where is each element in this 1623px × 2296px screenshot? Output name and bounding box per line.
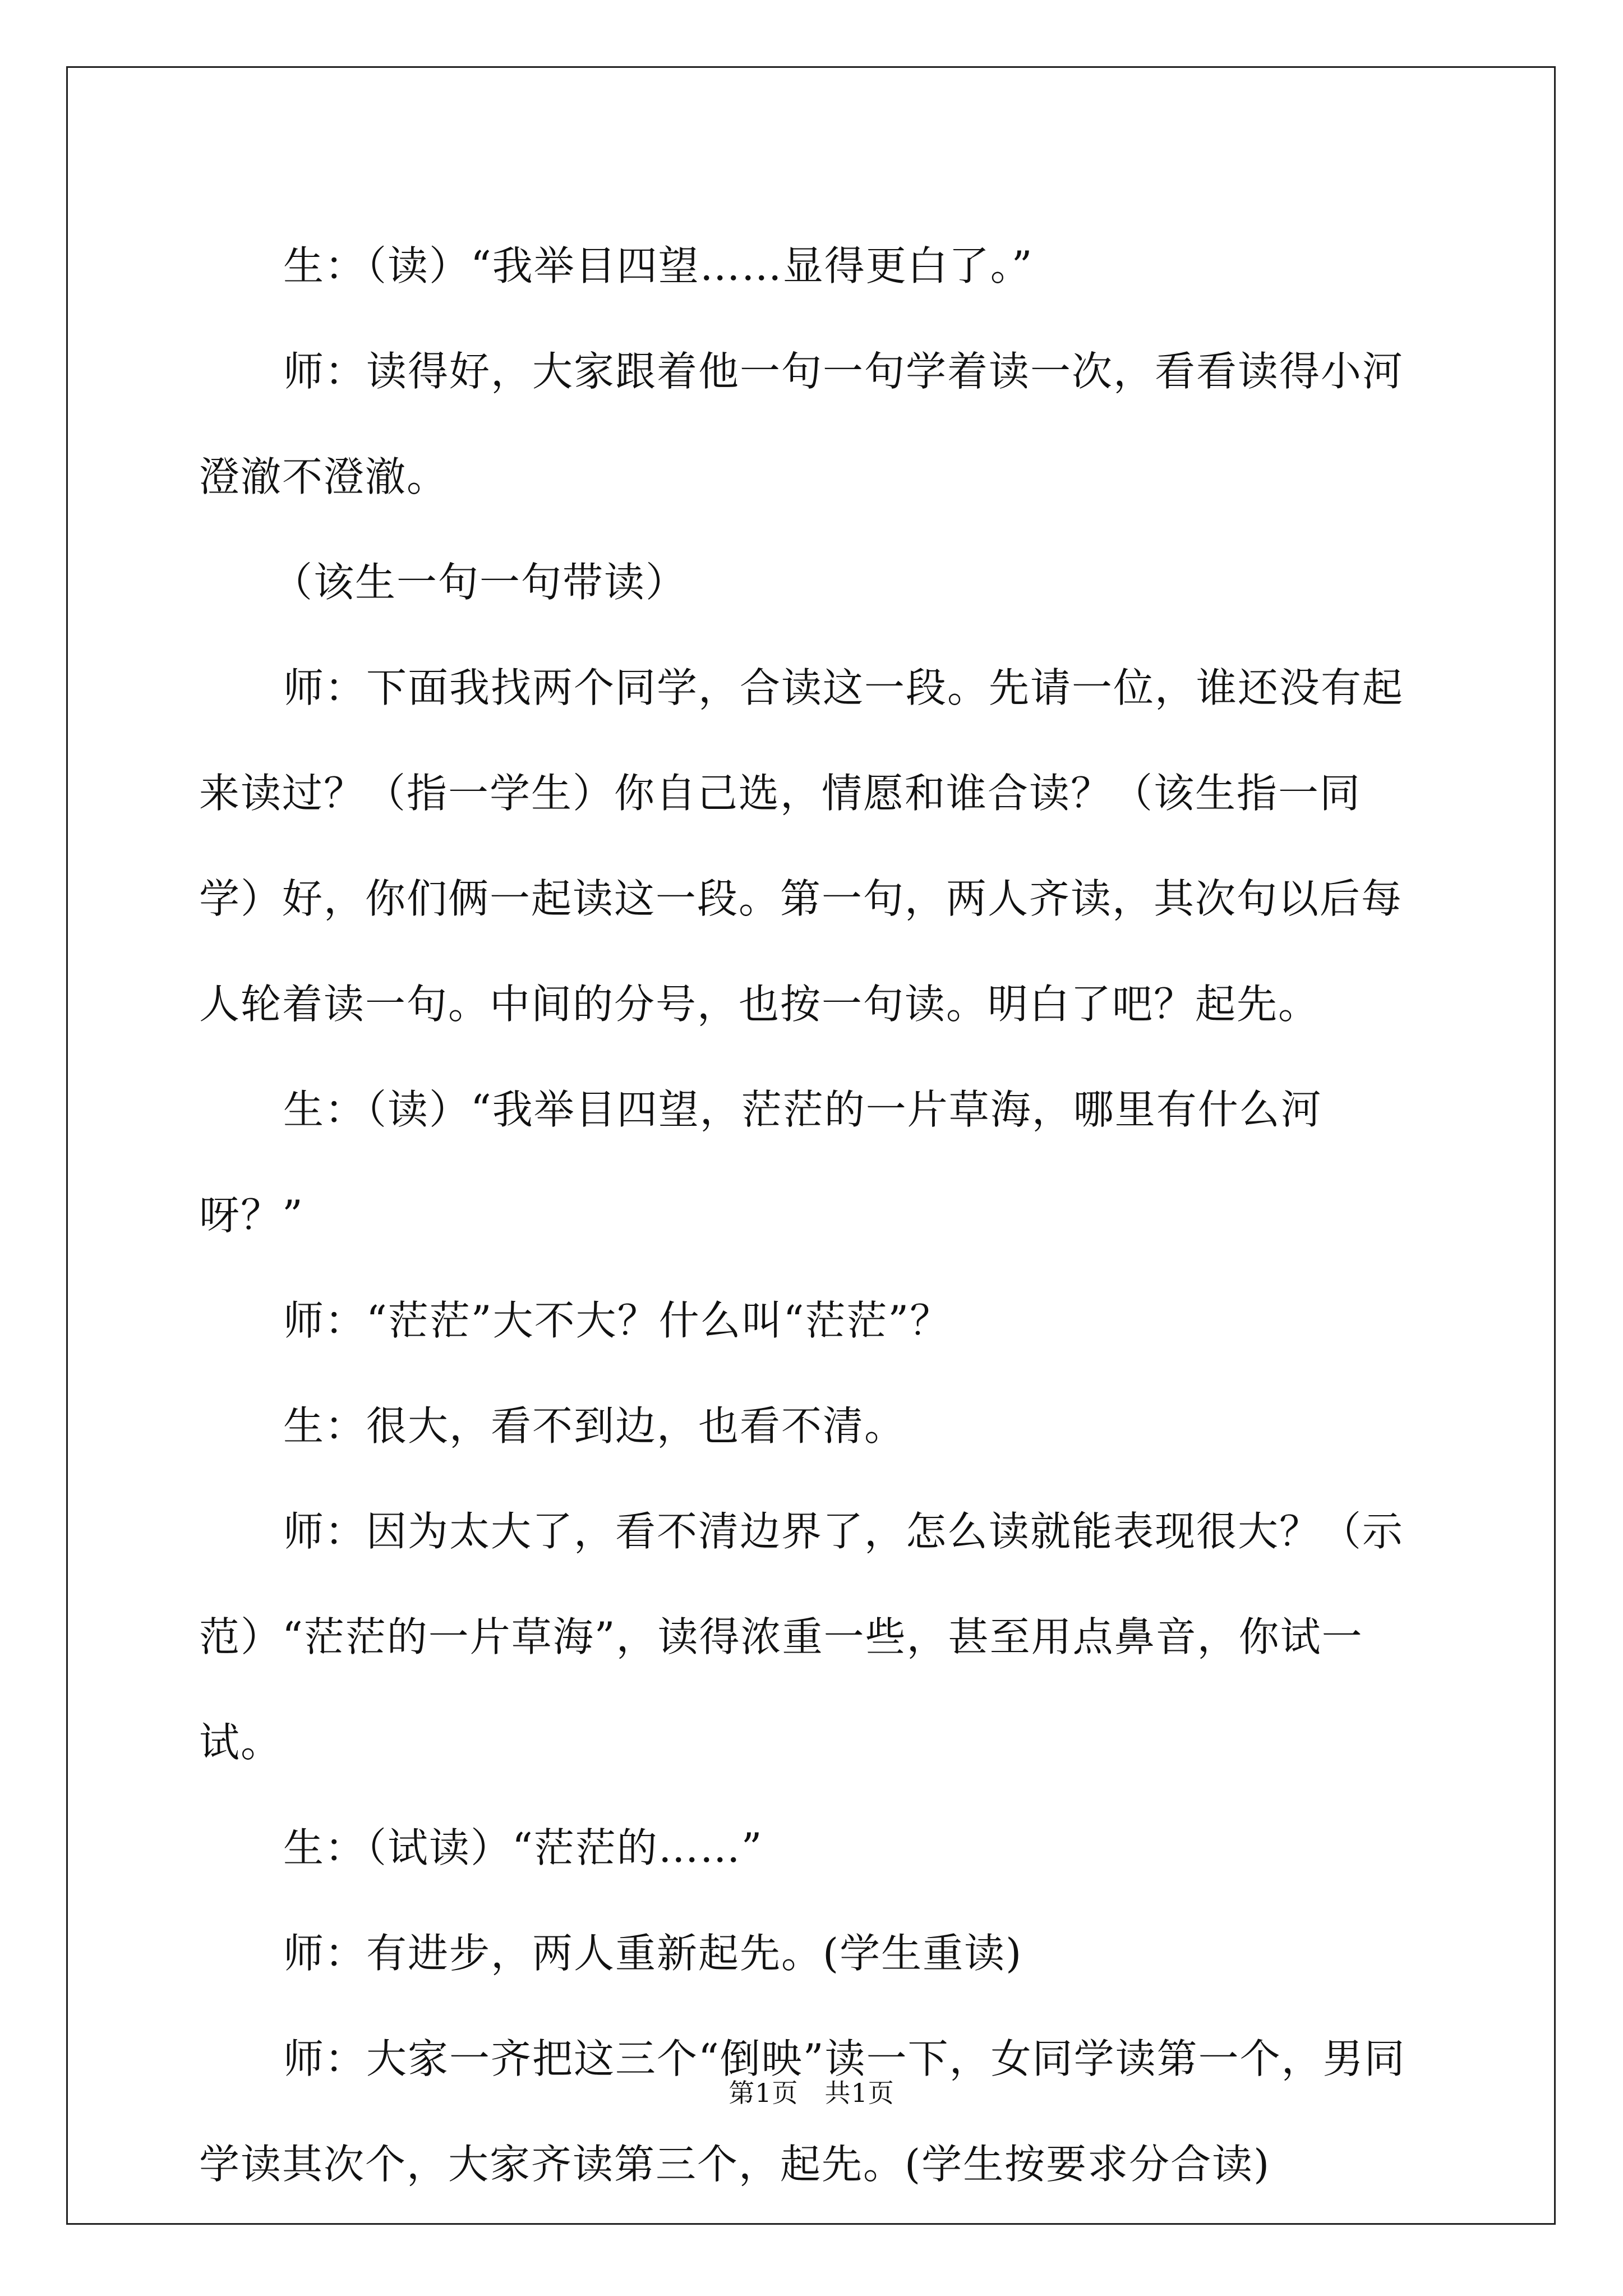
paragraph-teacher-group-reading: 师：大家一齐把这三个“倒映”读一下，女同学读第一个，男同学读其次个，大家齐读第三个，起先。(学生按要求分合读) <box>199 2035 1406 2188</box>
paragraph-teacher-demo: 师：因为太大了，看不清边界了，怎么读就能表现很大？（示范）“茫茫的一片草海”，读得浓重一些，甚至用点鼻音，你试一试。 <box>199 1508 1404 1766</box>
page-number-footer: 第1页 共1页 <box>728 2078 895 2108</box>
paragraph-student-read-1: 生：（读）“我举目四望……显得更白了。” <box>283 242 1034 289</box>
paragraph-teacher-pair-reading: 师：下面我找两个同学，合读这一段。先请一位，谁还没有起来读过？（指一学生）你自己选，情愿和谁合读？（该生指一同学）好，你们俩一起读这一段。第一句，两人齐读，其次句以后每人轮着读一句。中间的分号，也按一句读。明白了吧？起先。 <box>199 664 1404 1028</box>
paragraph-student-try: 生：（试读）“茫茫的……” <box>283 1824 763 1871</box>
paragraph-student-read-2: 生：（读）“我举目四望，茫茫的一片草海，哪里有什么河呀？” <box>199 1086 1322 1239</box>
paragraph-student-answer: 生：很大，看不到边，也看不清。 <box>283 1402 906 1450</box>
paragraph-teacher-question: 师：“茫茫”大不大？什么叫“茫茫”？ <box>283 1297 952 1344</box>
document-body <box>199 213 1422 2217</box>
paragraph-stage-note: （该生一句一句带读） <box>272 559 688 606</box>
paragraph-teacher-praise: 师：读得好，大家跟着他一句一句学着读一次，看看读得小河澄澈不澄澈。 <box>199 348 1404 500</box>
paragraph-teacher-progress: 师：有进步，两人重新起先。(学生重读) <box>283 1930 1023 1977</box>
